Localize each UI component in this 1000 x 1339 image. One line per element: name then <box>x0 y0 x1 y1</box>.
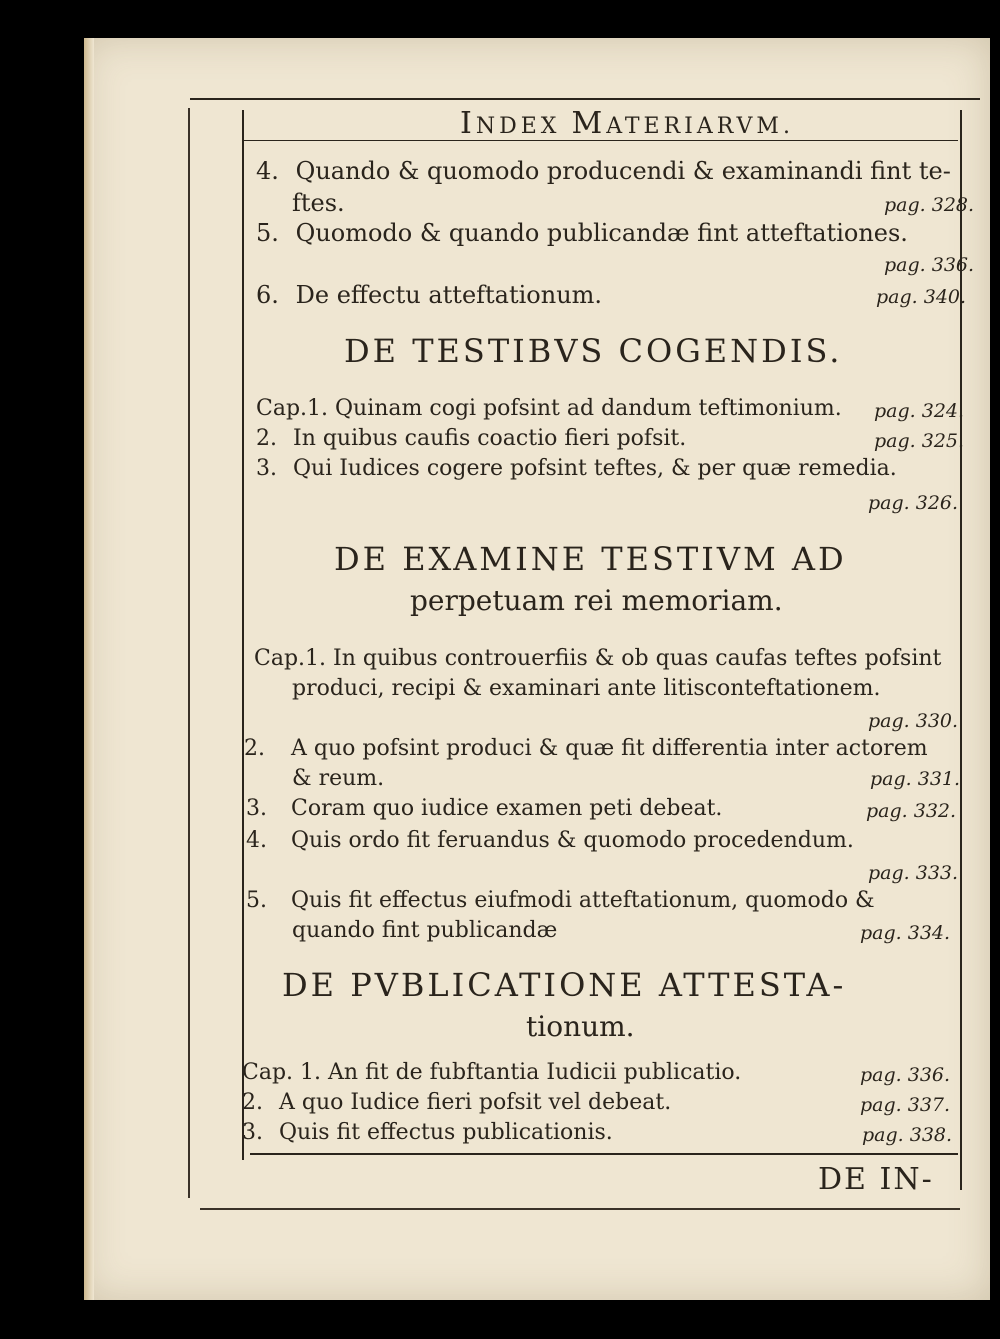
page-ref: pag. 336. <box>860 1064 951 1086</box>
entry-text: Quinam cogi pofsint ad dandum teftimonium. <box>335 396 842 421</box>
page-ref: pag. 328. <box>884 194 975 216</box>
list-item <box>242 1118 613 1148</box>
entry-text: Quis fit effectus eiufmodi atteftationum, quomodo & <box>291 888 875 913</box>
top-rule <box>190 98 980 100</box>
entry-text: An fit de fubftantia Iudicii publicatio. <box>328 1060 742 1085</box>
section-heading: DE TESTIBVS COGENDIS. <box>344 332 843 370</box>
list-item <box>256 218 908 248</box>
entry-text: ftes. <box>292 189 345 217</box>
entry-text: Quando & quomodo producendi & examinandi fint te- <box>295 157 951 185</box>
page-ref: pag. 330. <box>868 710 959 732</box>
page-ref: pag. 336. <box>884 254 975 276</box>
page-ref: pag. 331. <box>870 768 961 790</box>
page-ref: pag. 326. <box>868 492 959 514</box>
list-item <box>292 188 345 218</box>
entry-text: A quo Iudice fieri pofsit vel debeat. <box>279 1090 672 1115</box>
list-item <box>246 886 875 916</box>
list-item-continuation <box>292 916 557 946</box>
page-ref: pag. 340. <box>876 286 967 308</box>
catchword: DE IN- <box>818 1162 934 1197</box>
section-heading: DE PVBLICATIONE ATTESTA- <box>282 966 847 1004</box>
entry-number: Cap.1. <box>254 646 327 671</box>
bottom-rule <box>250 1153 958 1155</box>
entry-text: & reum. <box>292 766 385 791</box>
entry-number: 2. <box>256 426 277 451</box>
entry-text: Qui Iudices cogere pofsint teftes, & per quæ remedia. <box>293 456 897 481</box>
outer-left-rule <box>188 108 190 1198</box>
page-ref: pag. 334. <box>860 922 951 944</box>
list-item <box>242 1058 741 1088</box>
entry-text: Quis ordo fit feruandus & quomodo procedendum. <box>291 828 854 853</box>
header-word-2: ATERIARVM. <box>606 114 794 139</box>
header-initial: I <box>460 106 476 141</box>
section-subheading: perpetuam rei memoriam. <box>410 584 783 617</box>
entry-text: Coram quo iudice examen peti debeat. <box>291 796 723 821</box>
outer-bottom-rule <box>200 1208 960 1210</box>
entry-text: In quibus controuerfiis & ob quas caufas teftes pofsint <box>333 646 942 671</box>
page-ref: pag. 332. <box>866 800 957 822</box>
list-item <box>256 394 842 424</box>
entry-number: 5. <box>256 219 279 247</box>
entry-text: quando fint publicandæ <box>292 918 558 943</box>
page-ref: pag. 333. <box>868 862 959 884</box>
entry-number: 2. <box>244 736 265 761</box>
list-item <box>254 644 941 674</box>
entry-number: 4. <box>256 157 279 185</box>
entry-number: Cap. 1. <box>242 1060 322 1085</box>
page-ref: pag. 325. <box>874 430 965 452</box>
header-initial-2: M <box>571 106 607 141</box>
entry-text: In quibus caufis coactio fieri pofsit. <box>293 426 687 451</box>
list-item <box>256 156 951 186</box>
page-ref: pag. 324. <box>874 400 965 422</box>
list-item <box>256 454 897 484</box>
list-item <box>256 424 686 454</box>
page-ref: pag. 338. <box>862 1124 953 1146</box>
page-ref: pag. 337. <box>860 1094 951 1116</box>
entry-number: 5. <box>246 888 267 913</box>
entry-number: 3. <box>246 796 267 821</box>
running-header <box>460 106 794 141</box>
list-item-continuation <box>292 764 384 794</box>
list-item <box>244 734 928 764</box>
entry-number: Cap.1. <box>256 396 329 421</box>
entry-number: 3. <box>242 1120 263 1145</box>
list-item <box>242 1088 671 1118</box>
list-item <box>246 794 722 824</box>
header-word-1: NDEX <box>475 114 561 139</box>
section-heading: DE EXAMINE TESTIVM AD <box>334 540 847 578</box>
entry-text: produci, recipi & examinari ante litisconteftationem. <box>292 676 881 701</box>
entry-text: A quo pofsint produci & quæ fit differentia inter actorem <box>291 736 928 761</box>
section-subheading: tionum. <box>526 1010 635 1043</box>
entry-text: Quomodo & quando publicandæ fint atteftationes. <box>295 219 908 247</box>
list-item <box>246 826 854 856</box>
page-edge <box>84 38 94 1300</box>
entry-number: 3. <box>256 456 277 481</box>
list-item-continuation <box>292 674 881 704</box>
list-item <box>256 280 602 310</box>
entry-text: Quis fit effectus publicationis. <box>279 1120 613 1145</box>
left-rule <box>242 110 244 1160</box>
entry-number: 6. <box>256 281 279 309</box>
entry-text: De effectu atteftationum. <box>295 281 603 309</box>
entry-number: 2. <box>242 1090 263 1115</box>
entry-number: 4. <box>246 828 267 853</box>
